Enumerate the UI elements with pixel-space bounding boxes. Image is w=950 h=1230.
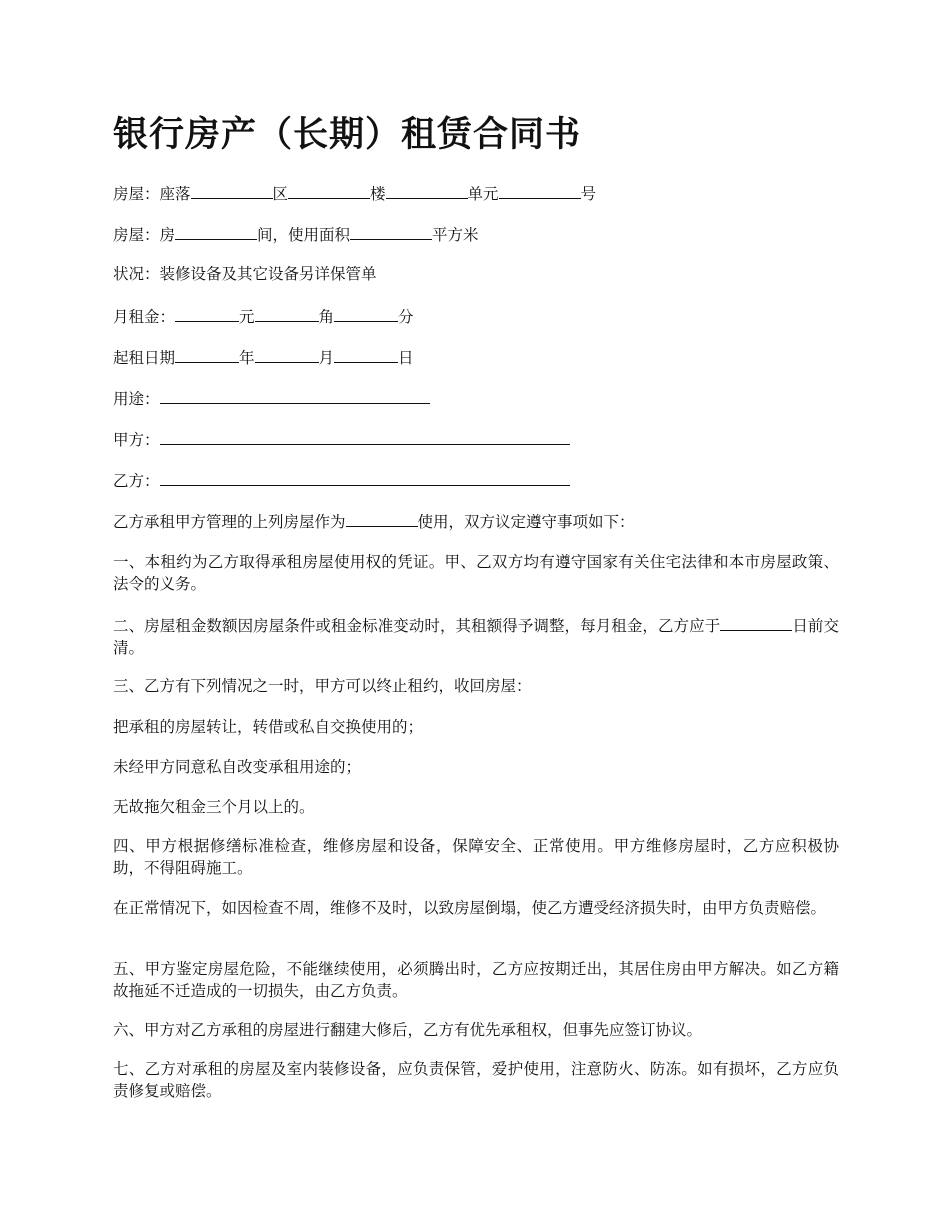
area-blank[interactable] [350,222,432,240]
rent-yuan-blank[interactable] [175,304,239,322]
clause-4: 四、甲方根据修缮标准检查，维修房屋和设备，保障安全、正常使用。甲方维修房屋时，乙方应积极协助，不得阻碍施工。 [113,837,839,877]
fen-label: 分 [398,308,414,326]
clause-1: 一、本租约为乙方取得承租房屋使用权的凭证。甲、乙双方均有遵守国家有关住宅法律和本市房屋政策、法令的义务。 [113,553,839,593]
payment-day-blank[interactable] [720,613,792,631]
rent-fen-blank[interactable] [334,304,398,322]
building-blank[interactable] [386,181,468,199]
usage-blank[interactable] [160,386,430,404]
party-b-label: 乙方： [113,472,160,490]
clause-6: 六、甲方对乙方承租的房屋进行翻建大修后，乙方有优先承租权，但事先应签订协议。 [113,1021,703,1039]
rooms-unit-label: 间，使用面积 [257,226,351,244]
district-blank[interactable] [288,181,370,199]
year-label: 年 [239,349,255,367]
number-label: 号 [580,185,597,203]
month-blank[interactable] [255,345,319,363]
rent-jiao-blank[interactable] [255,304,319,322]
document-title: 银行房产（长期）租赁合同书 [113,115,582,155]
party-b-blank[interactable] [160,468,570,486]
area-unit-label: 平方米 [432,226,479,244]
clause-5: 五、甲方鉴定房屋危险，不能继续使用，必须腾出时，乙方应按期迁出，其居住房由甲方解决。如乙方籍故拖延不迁造成的一切损失，由乙方负责。 [113,960,839,1000]
location-label: 房屋：座落 [113,185,191,203]
clause-3: 三、乙方有下列情况之一时，甲方可以终止租约，收回房屋： [113,677,532,695]
clause-2-text: 二、房屋租金数额因房屋条件或租金标准变动时，其租额得予调整，每月租金，乙方应于 [113,617,721,635]
day-blank[interactable] [334,345,398,363]
month-label: 月 [318,349,335,367]
usage-line [113,386,430,410]
rooms-line [113,222,479,246]
district-label: 区 [272,185,289,203]
rent-label: 月租金： [113,308,176,326]
rent-line [113,304,414,328]
rooms-label: 房屋：房 [113,226,176,244]
clause-4-extra: 在正常情况下，如因检查不周，维修不及时，以致房屋倒塌，使乙方遭受经济损失时，由甲方负责赔偿。 [113,899,827,917]
unit-blank[interactable] [499,181,581,199]
condition-line: 状况：装修设备及其它设备另详保管单 [113,265,377,283]
clause-3-item-2: 未经甲方同意私自改变承租用途的； [113,758,362,776]
location-blank[interactable] [191,181,273,199]
clause-3-item-3: 无故拖欠租金三个月以上的。 [113,798,315,816]
clause-2-tail: 日前交清。 [113,617,839,657]
location-line [113,181,596,205]
usage-purpose-blank[interactable] [346,509,418,527]
yuan-label: 元 [239,308,255,326]
clause-3-item-1: 把承租的房屋转让，转借或私自交换使用的； [113,718,424,736]
rooms-blank[interactable] [175,222,257,240]
building-label: 楼 [370,185,386,203]
clause-2 [113,613,839,659]
unit-label: 单元 [467,185,499,203]
start-date-label: 起租日期 [113,349,176,367]
clause-7: 七、乙方对承租的房屋及室内装修设备，应负责保管，爱护使用，注意防火、防冻。如有损坏，乙方应负责修复或赔偿。 [113,1060,839,1100]
party-a-line [113,427,570,451]
party-a-blank[interactable] [160,427,570,445]
year-blank[interactable] [175,345,239,363]
party-a-label: 甲方： [113,431,160,449]
intro-line [113,509,635,533]
usage-label: 用途： [113,390,160,408]
intro-before: 乙方承租甲方管理的上列房屋作为 [113,513,346,531]
party-b-line [113,468,570,492]
intro-after: 使用，双方议定遵守事项如下： [417,513,635,531]
jiao-label: 角 [318,308,335,326]
start-date-line [113,345,414,369]
day-label: 日 [398,349,414,367]
